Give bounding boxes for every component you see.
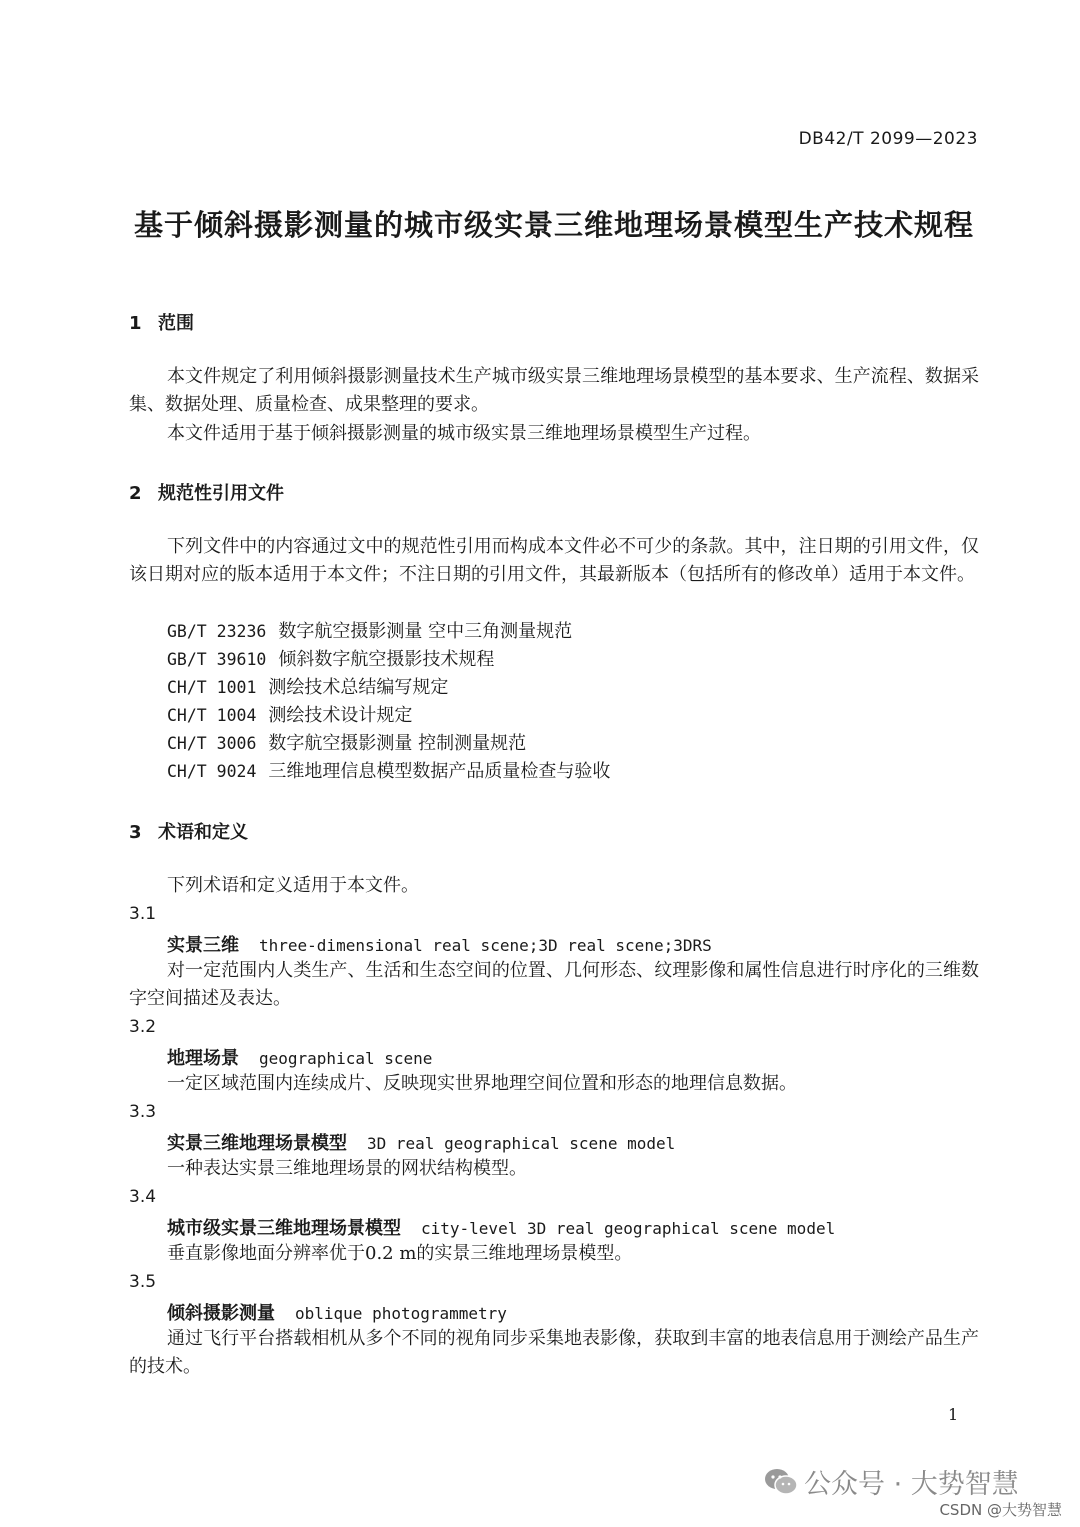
section-title: 范围 — [158, 313, 194, 334]
reference-item — [167, 730, 526, 758]
section-title: 术语和定义 — [158, 822, 248, 843]
reference-title: 三维地理信息模型数据产品质量检查与验收 — [268, 761, 611, 782]
watermark-text: 公众号 · 大势智慧 — [804, 1469, 1019, 1500]
term-number: 3.5 — [129, 1272, 157, 1292]
term-name — [167, 1214, 835, 1240]
reference-code: GB/T 23236 — [167, 622, 267, 641]
section-3-heading — [129, 818, 248, 844]
wechat-icon — [764, 1467, 798, 1497]
section-number: 2 — [129, 483, 142, 504]
reference-item — [167, 702, 412, 730]
section-number: 1 — [129, 313, 142, 334]
term-definition: 通过飞行平台搭载相机从多个不同的视角同步采集地表影像，获取到丰富的地表信息用于测绘产品生产的技术。 — [129, 1328, 979, 1377]
csdn-credit: CSDN @大势智慧 — [939, 1501, 1062, 1519]
paragraph: 下列文件中的内容通过文中的规范性引用而构成本文件必不可少的条款。其中，注日期的引用文件，仅该日期对应的版本适用于本文件；不注日期的引用文件，其最新版本（包括所有的修改单）适用于本文件。 — [129, 536, 979, 585]
reference-item — [167, 646, 494, 674]
reference-title: 倾斜数字航空摄影技术规程 — [278, 649, 495, 670]
section-1-heading — [129, 309, 194, 335]
term-en: geographical scene — [259, 1049, 433, 1068]
reference-code: CH/T 1001 — [167, 678, 257, 697]
standard-number: DB42/T 2099—2023 — [798, 129, 978, 149]
term-zh: 城市级实景三维地理场景模型 — [167, 1218, 401, 1239]
watermark — [764, 1462, 1019, 1501]
section-number: 3 — [129, 822, 142, 843]
term-definition: 对一定范围内人类生产、生活和生态空间的位置、几何形态、纹理影像和属性信息进行时序化的三维数字空间描述及表达。 — [129, 960, 979, 1009]
reference-title: 数字航空摄影测量 控制测量规范 — [268, 733, 527, 754]
reference-code: CH/T 1004 — [167, 706, 257, 725]
term-definition: 垂直影像地面分辨率优于0.2 m的实景三维地理场景模型。 — [167, 1243, 633, 1264]
reference-item — [167, 618, 572, 646]
reference-title: 测绘技术设计规定 — [268, 705, 413, 726]
term-number: 3.4 — [129, 1187, 157, 1207]
term-number: 3.1 — [129, 904, 157, 924]
paragraph: 下列术语和定义适用于本文件。 — [167, 875, 419, 896]
page-number: 1 — [948, 1405, 959, 1424]
reference-code: CH/T 3006 — [167, 734, 257, 753]
term-name — [167, 931, 712, 957]
term-en: city-level 3D real geographical scene model — [421, 1219, 836, 1238]
term-definition: 一定区域范围内连续成片、反映现实世界地理空间位置和形态的地理信息数据。 — [167, 1073, 797, 1094]
term-zh: 地理场景 — [167, 1048, 239, 1069]
term-number: 3.3 — [129, 1102, 157, 1122]
section-2-heading — [129, 479, 284, 505]
reference-item — [167, 674, 448, 702]
term-definition: 一种表达实景三维地理场景的网状结构模型。 — [167, 1158, 527, 1179]
reference-code: CH/T 9024 — [167, 762, 257, 781]
paragraph: 本文件规定了利用倾斜摄影测量技术生产城市级实景三维地理场景模型的基本要求、生产流程、数据采集、数据处理、质量检查、成果整理的要求。 — [129, 366, 979, 415]
document-title: 基于倾斜摄影测量的城市级实景三维地理场景模型生产技术规程 — [133, 208, 974, 242]
term-name — [167, 1129, 675, 1155]
reference-item — [167, 758, 610, 786]
paragraph: 本文件适用于基于倾斜摄影测量的城市级实景三维地理场景模型生产过程。 — [167, 423, 761, 444]
term-zh: 实景三维地理场景模型 — [167, 1133, 347, 1154]
term-number: 3.2 — [129, 1017, 157, 1037]
section-title: 规范性引用文件 — [158, 483, 284, 504]
reference-title: 测绘技术总结编写规定 — [268, 677, 449, 698]
term-zh: 实景三维 — [167, 935, 239, 956]
reference-title: 数字航空摄影测量 空中三角测量规范 — [278, 621, 573, 642]
term-en: 3D real geographical scene model — [367, 1134, 676, 1153]
term-name — [167, 1044, 432, 1070]
term-name — [167, 1299, 507, 1325]
term-en: oblique photogrammetry — [295, 1304, 507, 1323]
reference-code: GB/T 39610 — [167, 650, 267, 669]
term-zh: 倾斜摄影测量 — [167, 1303, 275, 1324]
term-en: three-dimensional real scene;3D real scene;3DRS — [259, 936, 712, 955]
